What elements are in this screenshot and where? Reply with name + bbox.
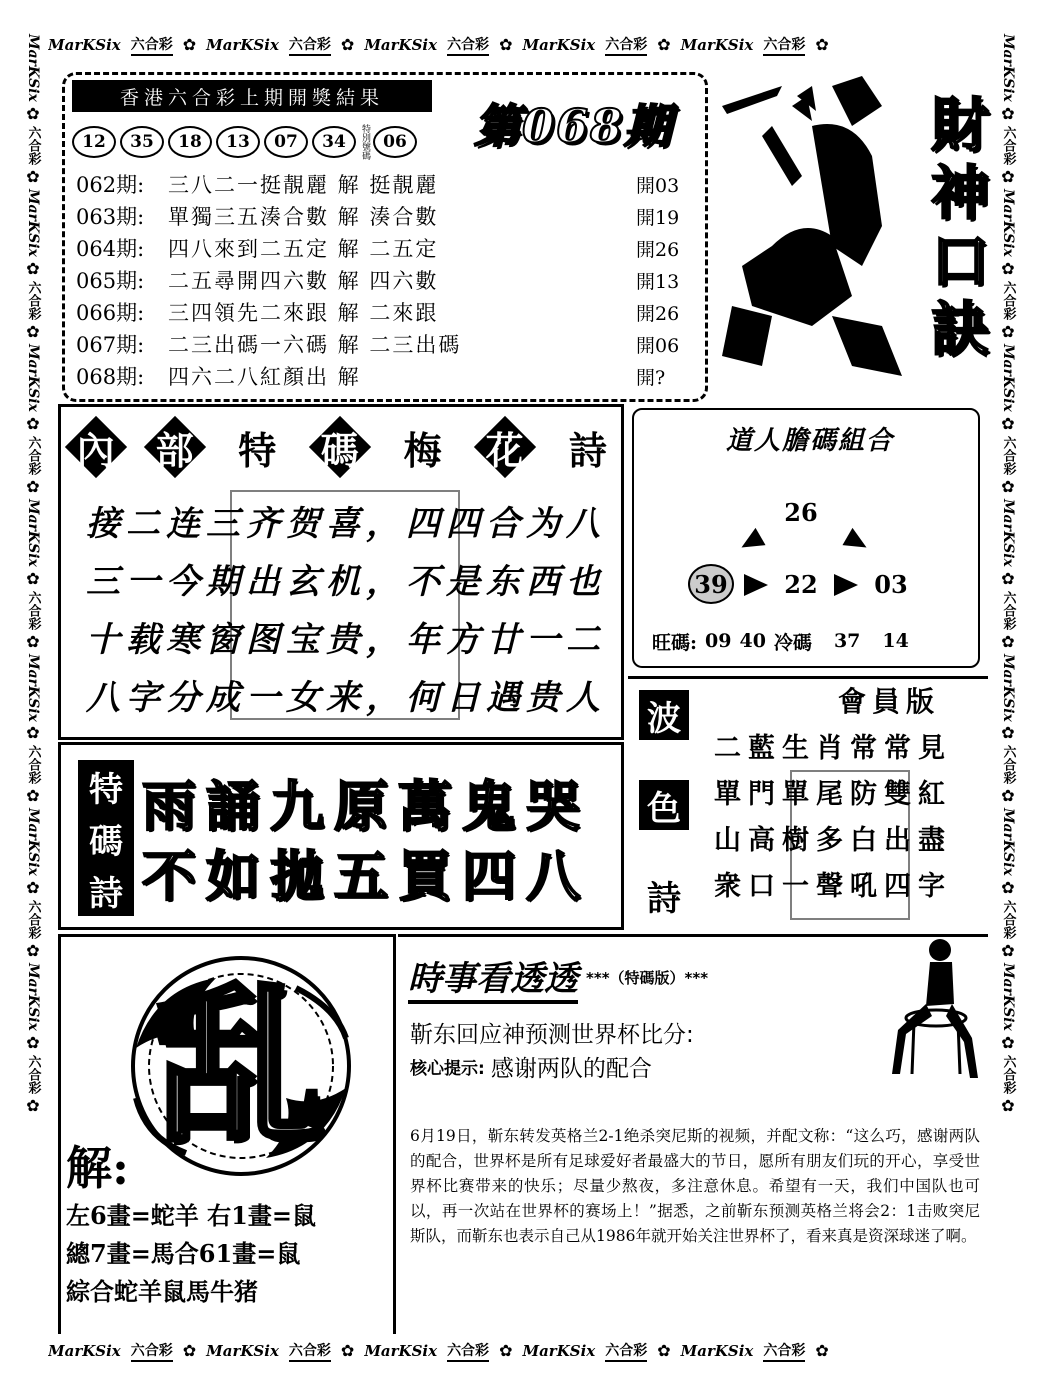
history-row	[76, 328, 696, 360]
history-open: 開19	[636, 206, 680, 229]
history-text: 四八來到二五定 解 二五定	[168, 237, 439, 261]
brand-en-text: MarKSix	[1000, 498, 1016, 567]
luan-glyph: 乱	[154, 966, 325, 1166]
brand-zh-text: 六合彩	[1000, 900, 1016, 940]
special-poem-line: 不如拋五買四八	[142, 844, 590, 908]
brand-zh-text: 六合彩	[289, 1340, 331, 1362]
flower-icon: ✿	[815, 35, 829, 54]
flower-icon: ✿	[26, 941, 40, 961]
flower-icon: ✿	[1001, 103, 1015, 123]
cold-number: 37	[833, 630, 861, 652]
brand-en-text: MarKSix	[364, 36, 438, 54]
history-text: 單獨三五湊合數 解 湊合數	[168, 205, 439, 229]
brand-en-text: MarKSix	[1000, 343, 1016, 412]
history-text: 四六二八紅顏出 解	[168, 365, 361, 389]
news-body: 6月19日，靳东转发英格兰2-1绝杀突尼斯的视频，并配文称：“这么巧，感谢两队的配合，世界杯是所有足球爱好者最盛大的节日，愿所有朋友们玩的开心，享受世界杯比赛带来的快乐；尽量少熬夜，多注意休息。希望有一天，我们中国队也可以，再一次站在世界杯的赛场上！”据悉，之前靳东预测英格兰将会2：1击败突尼斯队，而靳东也表示自己从1986年就开始关注世界杯了，看来真是资深球迷了啊。	[410, 1127, 980, 1245]
news-hint-row	[410, 1050, 870, 1082]
brand-zh-text: 六合彩	[605, 1340, 647, 1362]
cold-label: 冷碼	[773, 631, 812, 654]
flower-icon: ✿	[26, 321, 40, 341]
history-period: 065期:	[76, 269, 145, 293]
history-text: 三八二一挺靚麗 解 挺靚麗	[168, 173, 439, 197]
brand-zh-text: 六合彩	[25, 125, 41, 165]
brand-zh-text: 六合彩	[131, 34, 173, 56]
brand-zh-text: 六合彩	[1000, 745, 1016, 785]
hot-number: 40	[739, 630, 766, 652]
flower-icon: ✿	[1001, 166, 1015, 186]
plum-poem-lines	[86, 496, 616, 736]
brand-en-text: MarKSix	[25, 343, 41, 412]
history-row	[76, 200, 696, 232]
plum-title-char: 碼	[309, 416, 371, 478]
luan-solve-label: 解:	[66, 1141, 129, 1195]
flower-icon: ✿	[26, 568, 40, 588]
plum-poem-title	[74, 412, 614, 482]
brand-en-text: MarKSix	[1000, 963, 1016, 1032]
result-ball: 18	[168, 126, 212, 158]
plum-poem-line: 八字分成一女来，何日遇贵人	[86, 678, 606, 718]
flower-icon: ✿	[1001, 941, 1015, 961]
flower-icon: ✿	[1001, 476, 1015, 496]
logo-title	[922, 70, 988, 390]
history-period: 063期:	[76, 205, 145, 229]
brand-zh-text: 六合彩	[763, 1340, 805, 1362]
luan-line: 綜合蛇羊鼠馬牛猪	[66, 1277, 258, 1306]
brand-zh-text: 六合彩	[25, 745, 41, 785]
flower-icon: ✿	[182, 35, 197, 54]
brand-en-text: MarKSix	[25, 498, 41, 567]
issue-label	[448, 88, 698, 158]
brand-zh-text: 六合彩	[25, 280, 41, 320]
news-hint: 感谢两队的配合	[490, 1055, 652, 1082]
special-label: 特別號碼	[360, 124, 370, 160]
bottom-border-strip	[48, 1336, 993, 1366]
history-list	[76, 168, 696, 394]
special-poem-lines	[142, 764, 612, 914]
flower-icon: ✿	[1001, 321, 1015, 341]
history-period: 068期:	[76, 365, 145, 389]
flower-icon: ✿	[26, 1033, 40, 1053]
brand-zh-text: 六合彩	[1000, 1055, 1016, 1095]
brand-en-text: MarKSix	[1000, 188, 1016, 257]
flower-icon: ✿	[657, 35, 671, 54]
wave-poem-label: 波 色 詩	[634, 690, 694, 920]
brand-en-text: MarKSix	[25, 653, 41, 722]
special-poem-line: 雨誦九原萬鬼哭	[142, 774, 590, 838]
result-ball: 35	[120, 126, 164, 158]
luan-line: 左6畫=蛇羊 右1畫=鼠	[66, 1201, 316, 1230]
luan-lines	[66, 1196, 396, 1316]
flower-icon: ✿	[657, 1341, 671, 1360]
daoren-title: 道人膽碼組合	[725, 425, 894, 456]
news-title-row	[408, 952, 888, 1002]
flower-icon: ✿	[26, 166, 40, 186]
brand-en-text: MarKSix	[206, 36, 279, 54]
flower-icon: ✿	[26, 103, 40, 123]
daoren-right-ball: 03	[874, 569, 908, 599]
flower-icon: ✿	[1001, 1096, 1015, 1116]
luan-line: 總7畫=馬合61畫=鼠	[66, 1239, 301, 1268]
brand-zh-text: 六合彩	[1000, 590, 1016, 630]
daoren-top-ball: 26	[784, 497, 818, 527]
brand-zh-text: 六合彩	[25, 900, 41, 940]
history-open: 開26	[636, 302, 680, 325]
logo-title-text: 財神口訣	[921, 94, 989, 366]
right-border-strip	[993, 30, 1023, 1366]
brand-zh-text: 六合彩	[1000, 435, 1016, 475]
news-title: 時事看透透	[408, 951, 578, 1004]
brand-en-text: MarKSix	[1000, 808, 1016, 877]
plum-poem-line: 十载寒窗图宝贵，年方廿一二	[86, 620, 606, 660]
flower-icon: ✿	[26, 476, 40, 496]
history-row	[76, 264, 696, 296]
flower-icon: ✿	[499, 35, 513, 54]
news-headline: 靳东回应神预测世界杯比分:	[410, 1022, 694, 1048]
flower-icon: ✿	[1001, 878, 1015, 898]
history-open: 開13	[636, 270, 680, 293]
brand-en-text: MarKSix	[25, 34, 41, 102]
history-period: 064期:	[76, 237, 145, 261]
flower-icon: ✿	[1001, 258, 1015, 278]
history-open: 開?	[636, 366, 666, 389]
flower-icon: ✿	[26, 1096, 40, 1116]
flower-icon: ✿	[1001, 1033, 1015, 1053]
brand-zh-text: 六合彩	[763, 34, 805, 56]
flower-icon: ✿	[182, 1341, 197, 1360]
result-ball: 12	[72, 126, 116, 158]
wave-poem-line: 衆口一聲吼四字	[714, 871, 952, 902]
brand-en-text: MarKSix	[48, 36, 121, 54]
hot-label: 旺碼:	[652, 631, 698, 654]
brand-en-text: MarKSix	[206, 1342, 279, 1360]
plum-title-char: 部	[144, 416, 206, 478]
history-period: 067期:	[76, 333, 145, 357]
brand-en-text: MarKSix	[364, 1342, 438, 1360]
flower-icon: ✿	[499, 1341, 513, 1360]
result-ball: 34	[312, 126, 356, 158]
plum-title-char: 花	[474, 416, 536, 478]
flower-icon: ✿	[340, 1341, 355, 1360]
daoren-left-ball: 39	[688, 564, 734, 604]
brand-zh-text: 六合彩	[605, 34, 647, 56]
wave-poem-line: 二藍生肖常常見	[714, 733, 952, 764]
history-text: 三四領先二來跟 解 二來跟	[168, 301, 439, 325]
flower-icon: ✿	[815, 1341, 829, 1360]
result-ball: 13	[216, 126, 260, 158]
figure-illustration	[868, 934, 984, 1084]
brand-zh-text: 六合彩	[25, 435, 41, 475]
brand-zh-text: 六合彩	[1000, 125, 1016, 165]
plum-title-char: 特	[238, 427, 277, 473]
results-heading-bar	[72, 80, 432, 112]
plum-title-char: 內	[65, 416, 127, 478]
flower-icon: ✿	[340, 35, 355, 54]
wave-poem-line: 山高樹多白出盡	[714, 825, 952, 856]
brand-en-text: MarKSix	[680, 1342, 754, 1360]
daoren-hot-cold	[652, 626, 972, 656]
brand-zh-text: 六合彩	[131, 1340, 173, 1362]
arrow-right-icon	[834, 574, 858, 596]
brand-en-text: MarKSix	[522, 36, 596, 54]
special-poem-label: 特 碼 詩	[78, 760, 134, 916]
flower-icon: ✿	[1001, 568, 1015, 588]
wave-poem-lines	[714, 726, 990, 926]
history-period: 066期:	[76, 301, 145, 325]
flower-icon: ✿	[26, 631, 40, 651]
results-heading: 香港六合彩上期開獎結果	[119, 86, 384, 109]
hot-number: 09	[705, 630, 732, 652]
daoren-middle-ball: 22	[784, 569, 818, 599]
special-ball: 06	[373, 126, 417, 158]
brand-en-text: MarKSix	[1000, 653, 1016, 722]
history-open: 開26	[636, 238, 680, 261]
history-row	[76, 296, 696, 328]
brand-en-text: MarKSix	[48, 1342, 121, 1360]
flower-icon: ✿	[1001, 786, 1015, 806]
brand-en-text: MarKSix	[1000, 34, 1016, 102]
top-border-strip	[48, 30, 993, 60]
brand-zh-text: 六合彩	[447, 1340, 489, 1362]
result-ball: 07	[264, 126, 308, 158]
left-border-strip	[18, 30, 48, 1366]
history-open: 開03	[636, 174, 680, 197]
history-row	[76, 168, 696, 200]
brand-en-text: MarKSix	[680, 36, 754, 54]
plum-title-char: 詩	[568, 427, 607, 473]
flower-icon: ✿	[26, 878, 40, 898]
warrior-figure-icon	[712, 66, 932, 386]
wave-poem-member: 會員版	[838, 685, 941, 718]
brand-zh-text: 六合彩	[25, 1055, 41, 1095]
flower-icon: ✿	[1001, 723, 1015, 743]
flower-icon: ✿	[26, 258, 40, 278]
brand-en-text: MarKSix	[522, 1342, 596, 1360]
results-balls	[72, 124, 432, 160]
seated-figure-icon	[868, 934, 984, 1084]
plum-poem-line: 三一今期出玄机，不是东西也	[86, 562, 606, 602]
brand-en-text: MarKSix	[25, 188, 41, 257]
flower-icon: ✿	[26, 786, 40, 806]
plum-poem-line: 接二连三齐贺喜，四四合为八	[86, 504, 606, 544]
cold-number: 14	[882, 630, 909, 652]
brand-zh-text: 六合彩	[289, 34, 331, 56]
history-row	[76, 232, 696, 264]
news-tag: ***（特碼版）***	[586, 968, 709, 987]
brand-en-text: MarKSix	[25, 963, 41, 1032]
history-open: 開06	[636, 334, 680, 357]
flower-icon: ✿	[1001, 631, 1015, 651]
plum-title-char: 梅	[403, 427, 442, 473]
brand-zh-text: 六合彩	[25, 590, 41, 630]
brand-en-text: MarKSix	[25, 808, 41, 877]
warrior-illustration	[712, 66, 932, 386]
history-period: 062期:	[76, 173, 145, 197]
issue-text: 第068期	[473, 99, 673, 153]
flower-icon: ✿	[26, 413, 40, 433]
wave-poem-line: 單門單尾防雙紅	[714, 779, 952, 810]
brand-zh-text: 六合彩	[1000, 280, 1016, 320]
history-text: 二五尋開四六數 解 四六數	[168, 269, 439, 293]
flower-icon: ✿	[1001, 413, 1015, 433]
brand-zh-text: 六合彩	[447, 34, 489, 56]
flower-icon: ✿	[26, 723, 40, 743]
news-hint-label: 核心提示:	[410, 1058, 485, 1079]
arrow-right-icon	[744, 574, 768, 596]
history-text: 二三出碼一六碼 解 二三出碼	[168, 333, 462, 357]
history-row	[76, 360, 696, 392]
